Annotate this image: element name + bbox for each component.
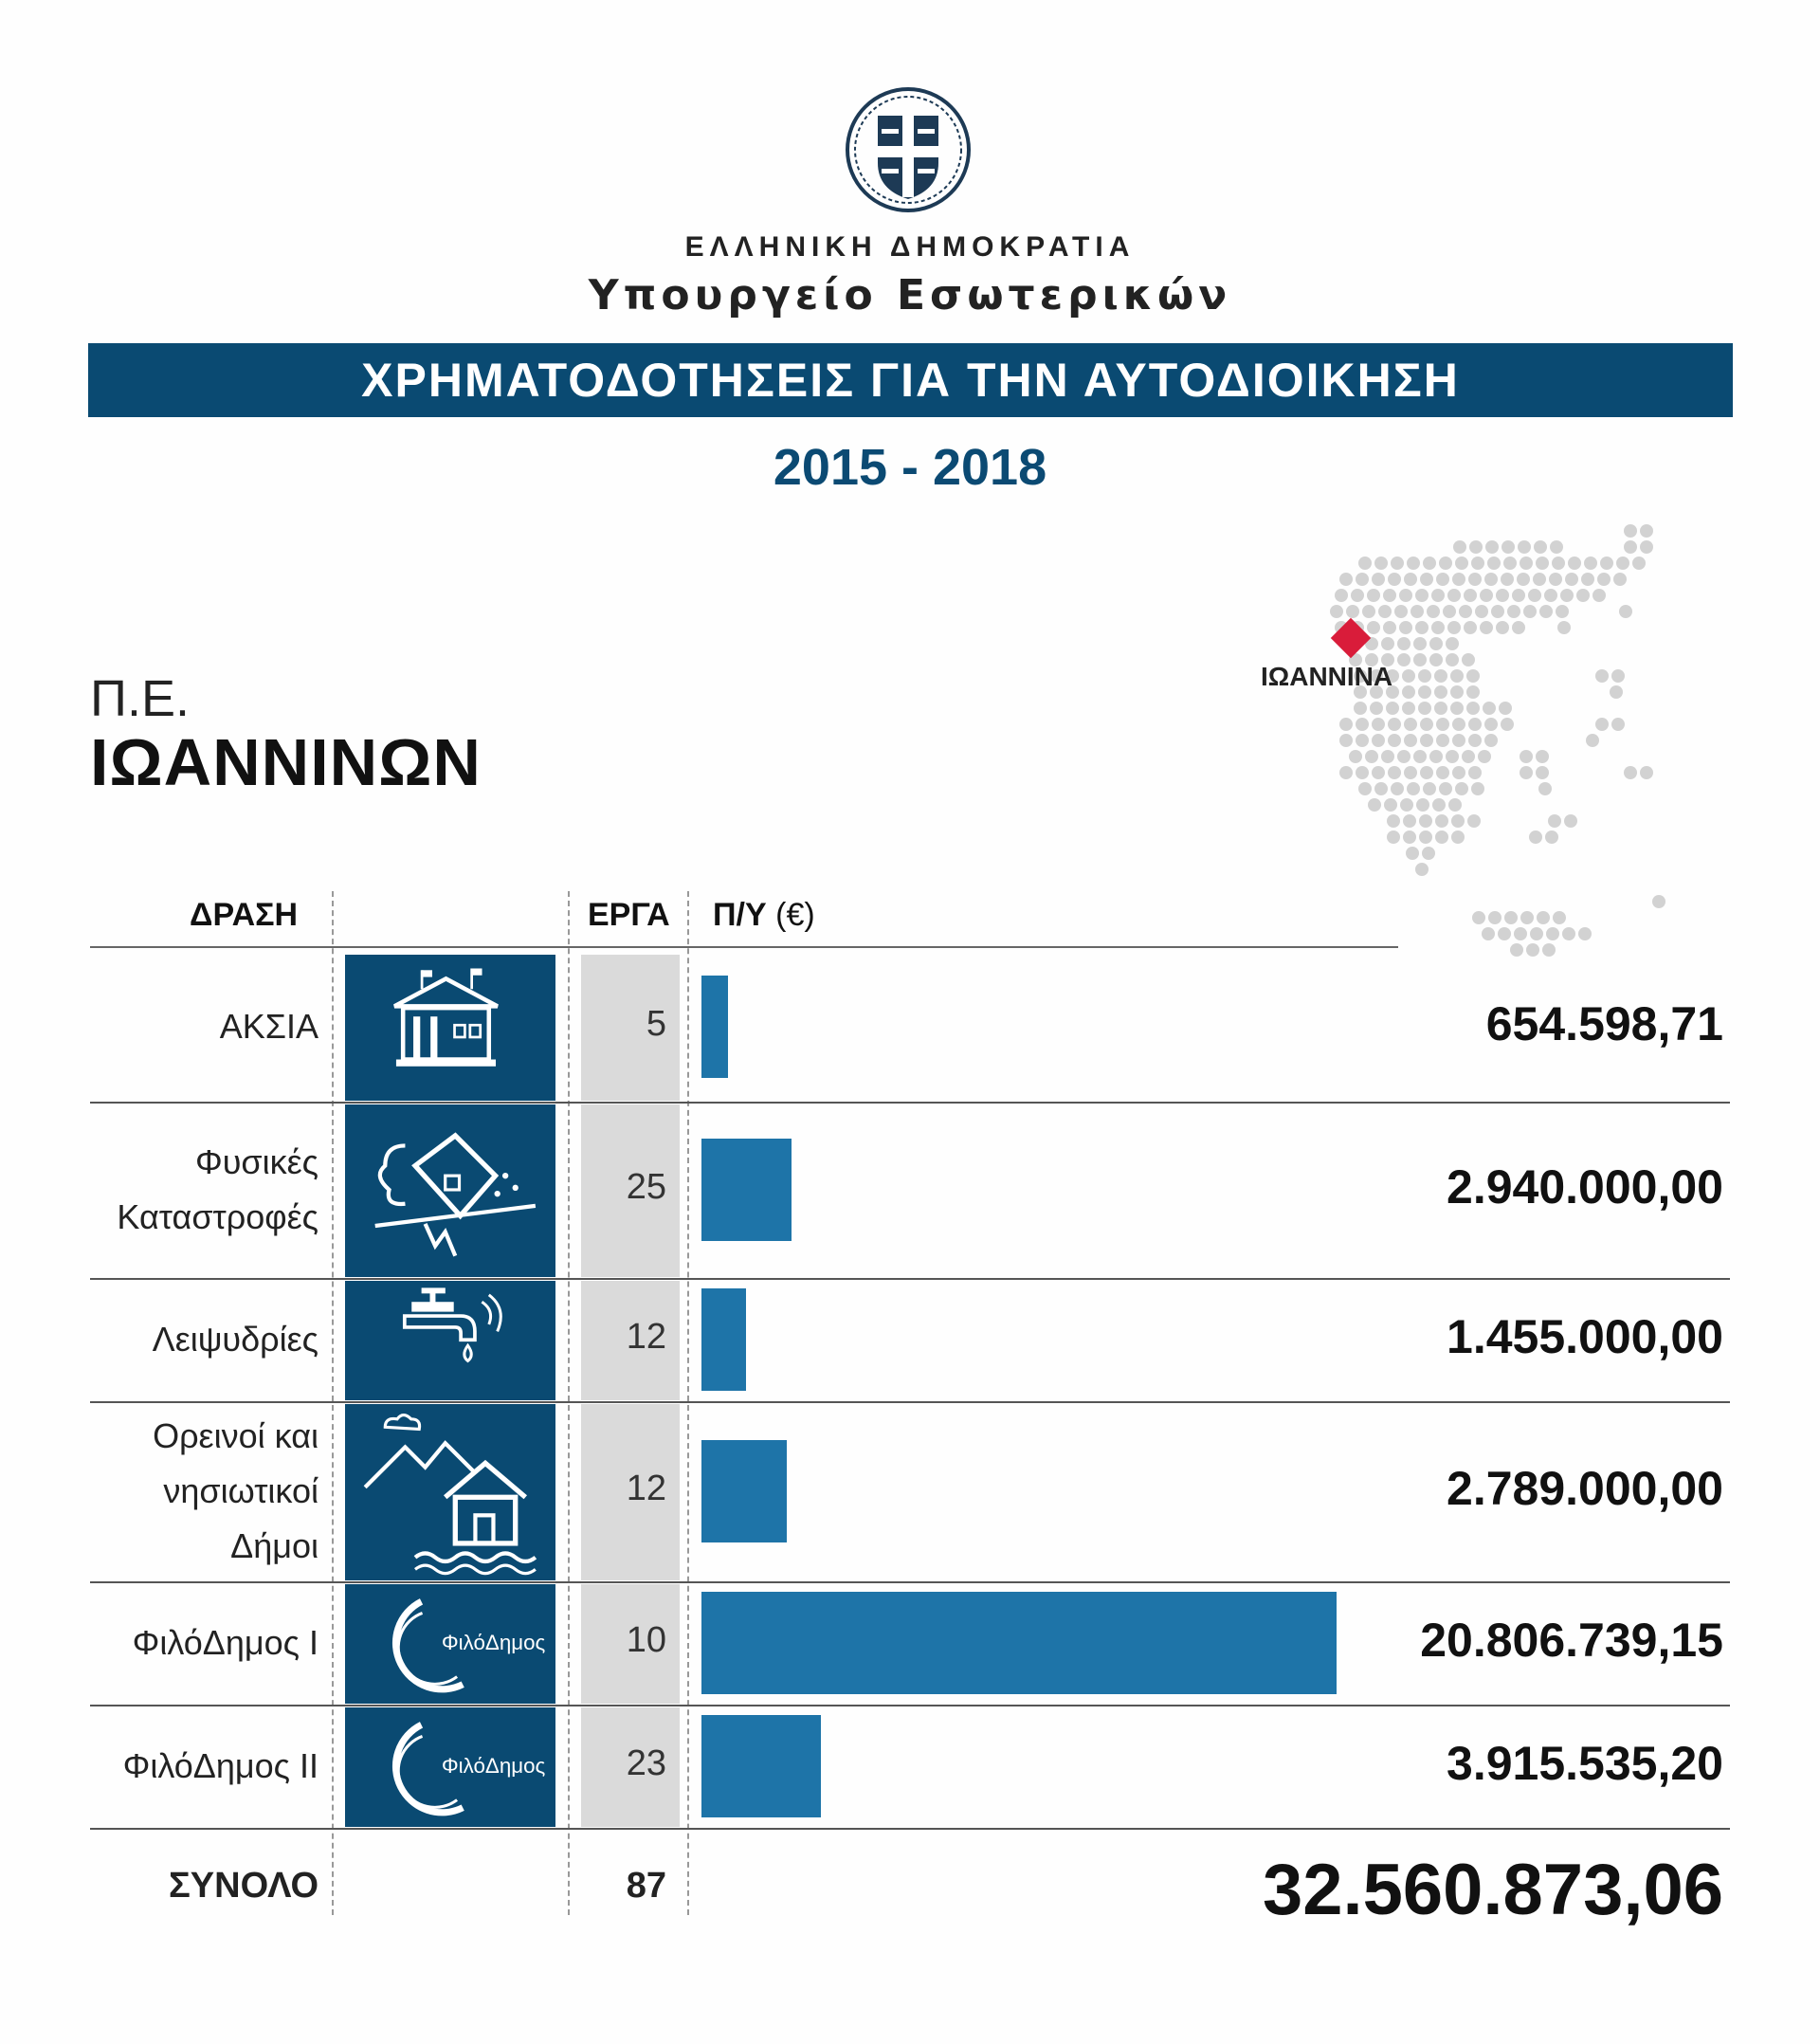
map-dot <box>1452 718 1465 731</box>
map-dot <box>1467 814 1481 828</box>
map-dot <box>1595 669 1609 683</box>
greek-emblem-icon <box>842 83 974 216</box>
map-dot <box>1491 605 1504 618</box>
row-label-line: Λειψυδρίες <box>152 1320 318 1359</box>
water-tap-icon <box>345 1281 555 1400</box>
map-dot <box>1640 766 1653 779</box>
map-dot <box>1480 589 1493 602</box>
map-dot <box>1499 702 1512 715</box>
map-dot <box>1619 605 1632 618</box>
map-dot <box>1501 573 1514 586</box>
map-dot <box>1502 540 1515 554</box>
filodimos-logo-icon <box>345 1584 555 1704</box>
row-icon-box <box>345 1281 555 1400</box>
map-dot <box>1402 669 1415 683</box>
row-rule <box>90 1102 1730 1104</box>
map-dot <box>1616 557 1629 570</box>
row-label <box>76 1135 318 1245</box>
map-dot <box>1450 685 1464 699</box>
bar-value-label: 20.806.739,15 <box>1420 1614 1723 1667</box>
map-dot <box>1464 589 1477 602</box>
map-dot <box>1450 669 1464 683</box>
map-dot <box>1365 750 1378 763</box>
map-dot <box>1469 540 1483 554</box>
map-dot <box>1471 557 1484 570</box>
map-dot <box>1391 557 1404 570</box>
map-dot <box>1611 718 1625 731</box>
map-dot <box>1464 621 1477 634</box>
map-dot <box>1452 766 1465 779</box>
map-dot <box>1468 734 1482 747</box>
map-dot <box>1399 621 1412 634</box>
row-rule <box>90 1581 1730 1583</box>
row-icon-box <box>345 1584 555 1704</box>
map-dot <box>1429 653 1443 666</box>
map-dot <box>1403 830 1416 844</box>
total-label: ΣΥΝΟΛΟ <box>168 1866 318 1906</box>
map-dot <box>1480 621 1493 634</box>
map-dot <box>1517 573 1530 586</box>
filodimos-logo-text: ΦιλόΔημος <box>441 1631 546 1655</box>
map-dot <box>1434 669 1447 683</box>
map-dot <box>1356 766 1369 779</box>
row-project-count: 12 <box>626 1317 666 1357</box>
map-dot <box>1503 557 1517 570</box>
map-dot <box>1372 573 1385 586</box>
map-dot <box>1496 621 1509 634</box>
republic-title: ΕΛΛΗΝΙΚΗ ΔΗΜΟΚΡΑΤΙΑ <box>684 231 1136 263</box>
map-dot <box>1404 718 1417 731</box>
map-dot <box>1504 911 1518 924</box>
bar <box>701 976 728 1078</box>
map-dot <box>1526 943 1539 957</box>
map-dot <box>1388 766 1401 779</box>
map-dot <box>1652 895 1665 908</box>
map-dot <box>1640 540 1653 554</box>
map-dot <box>1358 782 1372 795</box>
row-rule <box>90 1278 1730 1280</box>
map-dot <box>1581 573 1594 586</box>
map-dot <box>1576 589 1590 602</box>
map-dot <box>1374 782 1388 795</box>
map-dot <box>1372 766 1385 779</box>
map-dot <box>1462 750 1475 763</box>
map-dot <box>1387 830 1400 844</box>
row-label-line: Φυσικές <box>194 1142 318 1181</box>
map-dot <box>1520 911 1534 924</box>
map-dot <box>1388 573 1401 586</box>
map-dot <box>1550 540 1563 554</box>
map-dot <box>1383 621 1396 634</box>
map-dot <box>1562 927 1575 940</box>
map-dot <box>1468 573 1482 586</box>
map-dot <box>1485 540 1499 554</box>
map-dot <box>1549 573 1562 586</box>
map-dot <box>1339 573 1353 586</box>
map-dot <box>1374 557 1388 570</box>
map-dot <box>1420 734 1433 747</box>
map-dot <box>1533 573 1546 586</box>
filodimos-logo-text: ΦιλόΔημος <box>441 1754 546 1779</box>
town-hall-icon <box>345 955 555 1101</box>
map-dot <box>1420 718 1433 731</box>
map-dot <box>1450 702 1464 715</box>
divider-action <box>332 891 334 1915</box>
map-dot <box>1418 685 1431 699</box>
natural-disaster-icon <box>345 1104 555 1277</box>
map-dot <box>1436 766 1449 779</box>
map-dot <box>1501 718 1514 731</box>
row-label <box>76 1739 318 1794</box>
map-dot <box>1546 927 1559 940</box>
map-dot <box>1600 557 1613 570</box>
map-dot <box>1545 830 1558 844</box>
map-dot <box>1624 524 1637 538</box>
map-dot <box>1472 911 1485 924</box>
map-dot <box>1529 830 1542 844</box>
map-dot <box>1536 750 1549 763</box>
map-dot <box>1416 798 1429 812</box>
map-dot <box>1339 718 1353 731</box>
map-dot <box>1397 653 1410 666</box>
map-dot <box>1520 766 1533 779</box>
map-dot <box>1419 830 1432 844</box>
map-dot <box>1422 847 1435 860</box>
map-dot <box>1413 750 1427 763</box>
map-dot <box>1446 637 1459 650</box>
row-label-line: ΦιλόΔημος Ι <box>132 1623 318 1662</box>
map-dot <box>1624 540 1637 554</box>
map-dot <box>1484 573 1498 586</box>
map-dot <box>1452 573 1465 586</box>
bar <box>701 1288 746 1391</box>
map-dot <box>1468 718 1482 731</box>
map-dot <box>1447 589 1461 602</box>
map-dot <box>1423 782 1436 795</box>
map-dot <box>1436 573 1449 586</box>
map-dot <box>1372 718 1385 731</box>
region-prefix: Π.Ε. <box>90 670 191 727</box>
row-label <box>76 1615 318 1670</box>
map-dot <box>1520 750 1533 763</box>
row-icon-box <box>345 1404 555 1580</box>
map-dot <box>1466 702 1480 715</box>
map-dot <box>1536 557 1549 570</box>
row-rule <box>90 1401 1730 1403</box>
map-dot <box>1613 573 1627 586</box>
map-dot <box>1330 605 1343 618</box>
map-dot <box>1381 637 1394 650</box>
map-dot <box>1528 589 1541 602</box>
map-dot <box>1399 589 1412 602</box>
map-dot <box>1597 573 1611 586</box>
map-dot <box>1448 798 1462 812</box>
row-label-line: ΦιλόΔημος ΙΙ <box>122 1746 318 1785</box>
mountain-island-icon <box>345 1404 555 1580</box>
row-label-line: ΑΚΣΙΑ <box>219 1007 318 1046</box>
map-dot <box>1419 814 1432 828</box>
ministry-title: Υπουργείο Εσωτερικών <box>588 271 1232 319</box>
row-label <box>76 999 318 1054</box>
map-dot <box>1451 830 1465 844</box>
page-banner: ΧΡΗΜΑΤΟΔΟΤΗΣΕΙΣ ΓΙΑ ΤΗΝ ΑΥΤΟΔΙΟΙΚΗΣΗ <box>88 343 1733 417</box>
map-dot <box>1640 524 1653 538</box>
bar <box>701 1592 1337 1694</box>
map-dot <box>1466 685 1480 699</box>
col-header-action: ΔΡΑΣΗ <box>190 897 299 933</box>
map-dot <box>1378 605 1392 618</box>
map-dot <box>1484 718 1498 731</box>
map-dot <box>1423 557 1436 570</box>
map-dot <box>1434 702 1447 715</box>
total-projects: 87 <box>626 1866 666 1906</box>
bar <box>701 1139 792 1241</box>
map-dot <box>1435 830 1448 844</box>
row-label-line: νησιωτικοί <box>163 1471 318 1510</box>
map-dot <box>1468 766 1482 779</box>
map-dot <box>1335 589 1348 602</box>
map-dot <box>1507 605 1520 618</box>
map-dot <box>1435 814 1448 828</box>
map-dot <box>1418 669 1431 683</box>
map-dot <box>1584 557 1597 570</box>
map-dot <box>1406 847 1419 860</box>
map-dot <box>1586 734 1599 747</box>
map-dot <box>1447 621 1461 634</box>
map-dot <box>1578 927 1592 940</box>
map-dot <box>1498 927 1511 940</box>
map-dot <box>1538 782 1552 795</box>
row-project-count: 25 <box>626 1167 666 1207</box>
map-dot <box>1410 605 1424 618</box>
map-dot <box>1381 750 1394 763</box>
map-dot <box>1452 734 1465 747</box>
map-dot <box>1453 540 1466 554</box>
map-dot <box>1415 621 1429 634</box>
map-dot <box>1542 943 1556 957</box>
map-dot <box>1368 798 1381 812</box>
row-rule <box>90 1705 1730 1706</box>
map-dot <box>1404 766 1417 779</box>
map-dot <box>1530 927 1543 940</box>
map-dot <box>1483 702 1496 715</box>
map-dot <box>1432 798 1446 812</box>
years-subtitle: 2015 - 2018 <box>773 439 1047 496</box>
row-icon-box <box>345 1707 555 1827</box>
row-label-line: Δήμοι <box>230 1526 318 1565</box>
map-dot <box>1512 589 1525 602</box>
map-dot <box>1520 557 1533 570</box>
row-rule <box>90 1828 1730 1830</box>
map-dot <box>1402 685 1415 699</box>
row-project-count: 23 <box>626 1743 666 1783</box>
bar-value-label: 654.598,71 <box>1485 997 1723 1050</box>
map-dot <box>1407 782 1420 795</box>
map-dot <box>1624 766 1637 779</box>
map-dot <box>1427 605 1440 618</box>
map-dot <box>1439 782 1452 795</box>
map-dot <box>1455 782 1468 795</box>
map-dot <box>1351 589 1364 602</box>
map-dot <box>1356 573 1369 586</box>
map-dot <box>1557 621 1571 634</box>
row-icon-box <box>345 955 555 1101</box>
map-dot <box>1388 718 1401 731</box>
row-label <box>76 1409 318 1574</box>
map-dot <box>1429 637 1443 650</box>
map-dot <box>1386 702 1399 715</box>
map-dot <box>1556 605 1569 618</box>
map-dot <box>1487 557 1501 570</box>
map-dot <box>1446 750 1459 763</box>
map-dot <box>1471 782 1484 795</box>
map-dot <box>1512 621 1525 634</box>
map-dot <box>1478 750 1491 763</box>
map-dot <box>1455 557 1468 570</box>
map-dot <box>1611 669 1625 683</box>
map-dot <box>1354 702 1367 715</box>
map-dot <box>1482 927 1495 940</box>
map-dot <box>1387 814 1400 828</box>
map-dot <box>1610 685 1623 699</box>
row-label-line: Καταστροφές <box>117 1197 318 1236</box>
map-dot <box>1415 589 1429 602</box>
map-dot <box>1510 943 1523 957</box>
map-dot <box>1391 782 1404 795</box>
row-label <box>76 1312 318 1367</box>
map-label-ioannina: ΙΩΑΝΝΙΝΑ <box>1261 662 1393 691</box>
map-dot <box>1420 766 1433 779</box>
map-dot <box>1349 750 1362 763</box>
row-project-count: 12 <box>626 1469 666 1508</box>
map-dot <box>1346 605 1359 618</box>
map-dot <box>1402 702 1415 715</box>
map-dot <box>1518 540 1531 554</box>
map-dot <box>1362 605 1375 618</box>
col-header-projects: ΕΡΓΑ <box>588 897 670 933</box>
map-dot <box>1394 605 1408 618</box>
map-dot <box>1564 814 1577 828</box>
map-dot <box>1514 927 1527 940</box>
map-dot <box>1431 589 1445 602</box>
row-icon-box <box>345 1104 555 1277</box>
map-dot <box>1370 702 1383 715</box>
map-dot <box>1397 750 1410 763</box>
map-dot <box>1400 798 1413 812</box>
map-dot <box>1537 911 1550 924</box>
map-dot <box>1407 557 1420 570</box>
map-dot <box>1560 589 1574 602</box>
map-dot <box>1388 734 1401 747</box>
divider-projects <box>687 891 689 1915</box>
map-dot <box>1488 911 1502 924</box>
map-dot <box>1552 557 1565 570</box>
map-dot <box>1496 589 1509 602</box>
map-dot <box>1383 589 1396 602</box>
map-dot <box>1431 621 1445 634</box>
map-dot <box>1356 718 1369 731</box>
filodimos-logo-icon <box>345 1707 555 1827</box>
row-project-count: 5 <box>646 1004 666 1044</box>
greece-dot-map <box>1251 512 1668 986</box>
map-dot <box>1548 814 1561 828</box>
map-dot <box>1415 863 1429 876</box>
row-project-count: 10 <box>626 1620 666 1660</box>
map-dot <box>1404 573 1417 586</box>
bar <box>701 1715 821 1817</box>
map-dot <box>1429 750 1443 763</box>
map-dot <box>1367 621 1380 634</box>
map-dot <box>1632 557 1646 570</box>
map-dot <box>1418 702 1431 715</box>
bar-value-label: 3.915.535,20 <box>1447 1737 1723 1790</box>
bar-value-label: 2.789.000,00 <box>1447 1462 1723 1515</box>
divider-icon <box>568 891 570 1915</box>
map-dot <box>1420 573 1433 586</box>
map-dot <box>1436 718 1449 731</box>
map-dot <box>1539 605 1553 618</box>
map-dot <box>1434 685 1447 699</box>
bar-value-label: 1.455.000,00 <box>1447 1310 1723 1363</box>
map-dot <box>1372 734 1385 747</box>
map-dot <box>1568 557 1581 570</box>
col-header-budget: Π/Υ (€) <box>713 897 815 933</box>
map-dot <box>1565 573 1578 586</box>
map-dot <box>1462 653 1475 666</box>
map-dot <box>1436 734 1449 747</box>
map-dot <box>1446 653 1459 666</box>
map-dot <box>1384 798 1397 812</box>
map-dot <box>1523 605 1537 618</box>
map-dot <box>1404 734 1417 747</box>
map-dot <box>1544 589 1557 602</box>
map-dot <box>1397 637 1410 650</box>
map-dot <box>1536 766 1549 779</box>
map-dot <box>1413 653 1427 666</box>
map-dot <box>1534 540 1547 554</box>
map-dot <box>1466 669 1480 683</box>
map-dot <box>1367 589 1380 602</box>
row-label-line: Ορεινοί και <box>153 1416 318 1455</box>
map-dot <box>1339 766 1353 779</box>
map-dot <box>1553 911 1566 924</box>
region-name: ΙΩΑΝΝΙΝΩΝ <box>90 725 482 799</box>
map-dot <box>1459 605 1472 618</box>
map-dot <box>1475 605 1488 618</box>
bar <box>701 1440 787 1542</box>
map-dot <box>1451 814 1465 828</box>
header-rule <box>90 946 1398 948</box>
map-dot <box>1484 734 1498 747</box>
bar-value-label: 2.940.000,00 <box>1447 1160 1723 1214</box>
map-dot <box>1595 718 1609 731</box>
map-dot <box>1356 734 1369 747</box>
map-dot <box>1443 605 1456 618</box>
map-dot <box>1439 557 1452 570</box>
map-dot <box>1403 814 1416 828</box>
map-dot <box>1413 637 1427 650</box>
total-budget: 32.560.873,06 <box>1262 1850 1723 1930</box>
map-dot <box>1358 557 1372 570</box>
map-dot <box>1339 734 1353 747</box>
map-dot <box>1592 589 1606 602</box>
